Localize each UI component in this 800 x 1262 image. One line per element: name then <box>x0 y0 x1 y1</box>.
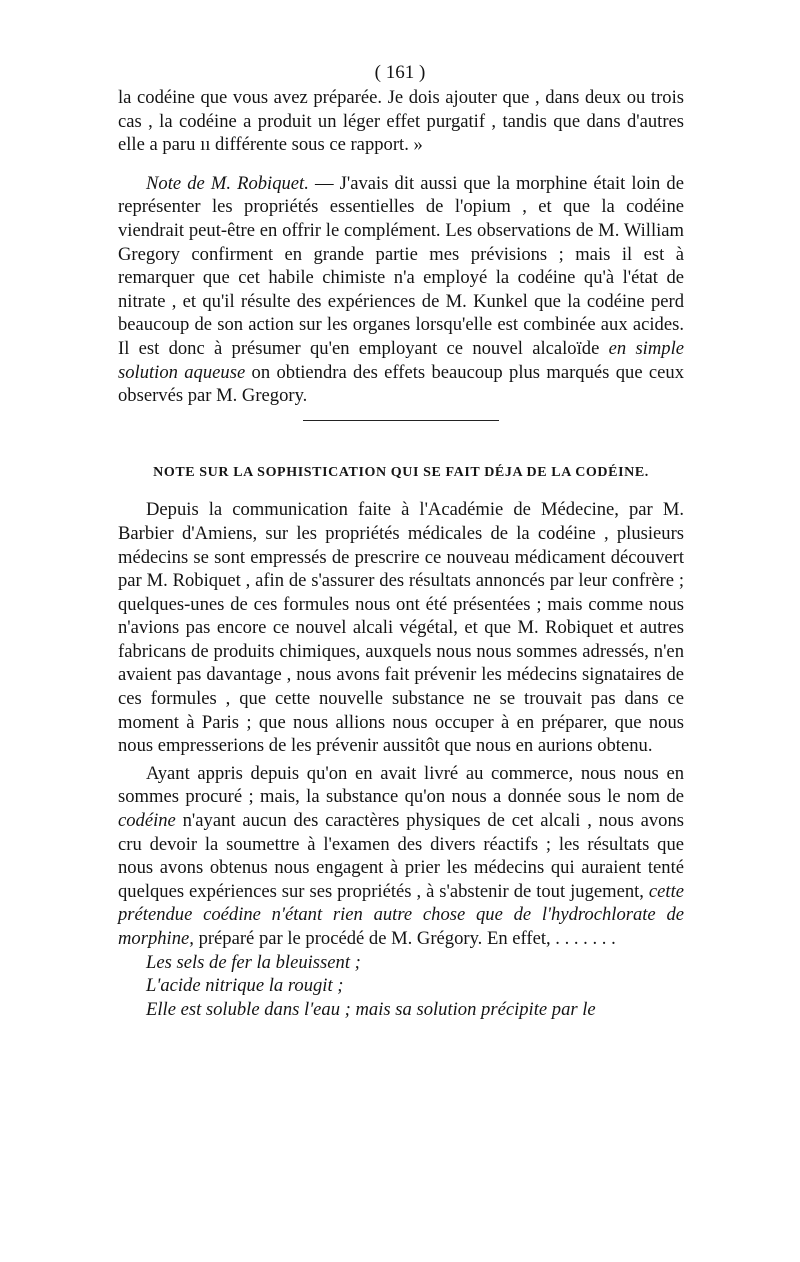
reaction-line-1: Les sels de fer la bleuissent ; <box>146 951 361 973</box>
page-number: ( 161 ) <box>374 62 426 83</box>
paragraph-continuation: la codéine que vous avez préparée. Je dois ajouter que , dans deux ou trois cas , la codéine a produit un léger effet purgatif , tandis que dans d'autres elle a paru ıı différente sous ce rapport. » <box>118 87 684 156</box>
page-body <box>118 86 684 1021</box>
analysis-italic-b: cette prétendue coédine n'étant rien autre chose que de l'hydrochlorate de morphine, <box>118 880 684 949</box>
paragraph-robiquet-note <box>118 172 684 408</box>
note-italic: en simple solution aqueuse <box>118 337 684 383</box>
reaction-line-2: L'acide nitrique la rougit ; <box>146 975 344 997</box>
analysis-text-a: Ayant appris depuis qu'on en avait livré au commerce, nous nous en sommes procuré ; mais, la substance qu'on nous a donnée sous le nom de <box>118 762 684 808</box>
note-label: Note de M. Robiquet. <box>146 172 309 194</box>
paragraph-communication: Depuis la communication faite à l'Académie de Médecine, par M. Barbier d'Amiens, sur les propriétés médicales de la codéine , plusieurs médecins se sont empressés de prescrire ce nouveau médicament découvert par M. Robiquet , afin de s'assurer des résultats annoncés par leur confrère ; quelques-unes de ces formules nous ont été présentées ; mais comme nous n'avions pas encore ce nouvel alcali végétal, et que M. Robiquet et autres fabricans de produits chimiques, auxquels nous nous sommes adressés, n'en avaient pas davantage , nous avons fait prévenir les médecins signataires de ces formules , que cette nouvelle substance ne se trouvait pas dans ce moment à Paris ; que nous allions nous occuper à en préparer, que nous nous empresserions de les prévenir aussitôt que nous en aurions obtenu. <box>118 499 684 757</box>
analysis-italic-a: codéine <box>118 810 176 832</box>
section-divider <box>303 420 499 421</box>
section-heading: NOTE SUR LA SOPHISTICATION QUI SE FAIT DÉJA DE LA CODÉINE. <box>153 464 649 480</box>
analysis-text-c: préparé par le procédé de M. Grégory. En effet, . . . . . . . <box>193 928 616 949</box>
analysis-text-b: n'ayant aucun des caractères physiques de cet alcali , nous avons cru devoir la soumettre à l'examen des divers réactifs ; les résultats que nous avons obtenus nous engagent à prier les médecins qui auraient tenté quelques expériences sur ses propriétés , à s'abstenir de tout jugement, <box>118 810 684 902</box>
note-text-b: on obtiendra des effets beaucoup plus marqués que ceux observés par M. Gregory. <box>118 361 685 407</box>
reaction-line-3: Elle est soluble dans l'eau ; mais sa solution précipite par le <box>146 998 596 1020</box>
paragraph-analysis <box>118 762 684 951</box>
note-text-a: — J'avais dit aussi que la morphine était loin de représenter les propriétés essentielles de l'opium , et que la codéine viendrait peut-être en offrir le complément. Les observations de M. William Gregory confirment en grande partie mes prévisions ; mais il est à remarquer que cet habile chimiste n'a employé la codéine qu'à l'état de nitrate , et qu'il résulte des expériences de M. Kunkel que la codéine perd beaucoup de son action sur les organes lorsqu'elle est combinée aux acides. Il est donc à présumer qu'en employant ce nouvel alcaloïde <box>118 172 684 359</box>
